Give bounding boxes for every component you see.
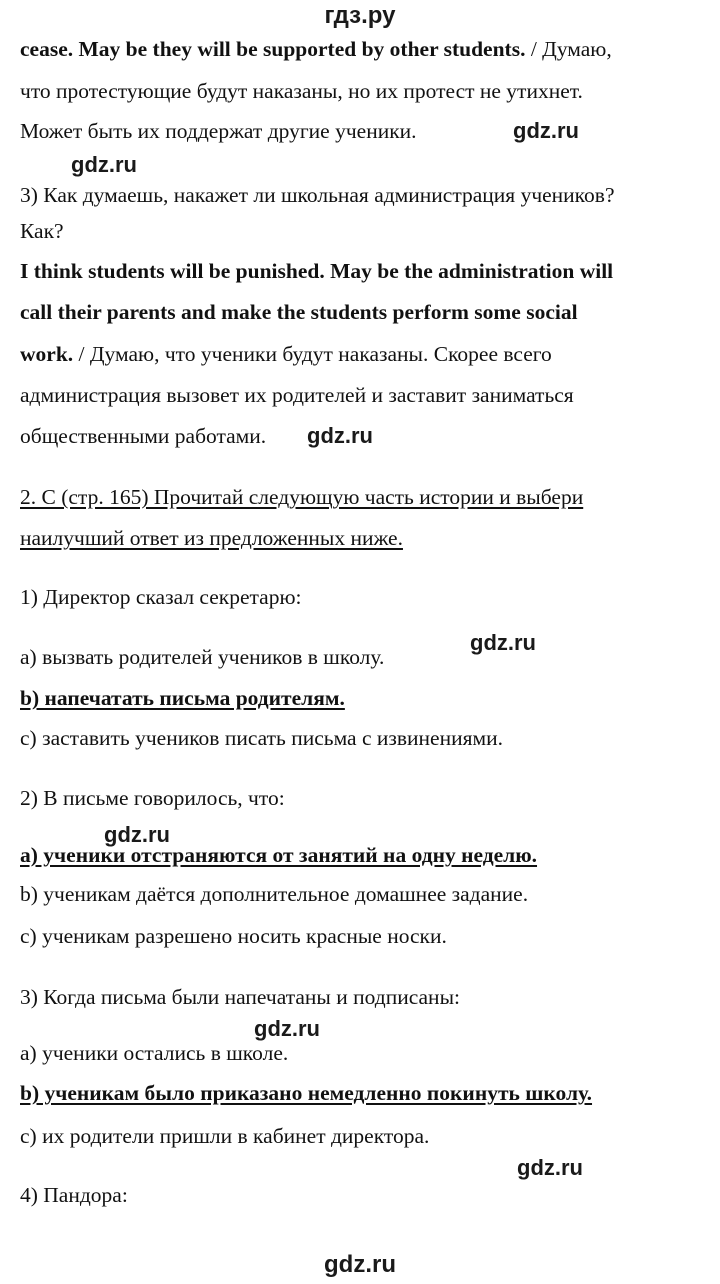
option-c: c) их родители пришли в кабинет директора. bbox=[20, 1124, 430, 1148]
answer-english: I think students will be punished. May be the administration will bbox=[20, 259, 614, 283]
watermark: gdz.ru bbox=[104, 822, 170, 847]
option-a-correct: a) ученики отстраняются от занятий на одну неделю. bbox=[20, 843, 538, 867]
answer-line bbox=[20, 36, 612, 62]
task-heading: наилучший ответ из предложенных ниже. bbox=[20, 526, 403, 550]
question-line: 4) Пандора: bbox=[20, 1183, 128, 1207]
question-line: 2) В письме говорилось, что: bbox=[20, 786, 285, 810]
option-b: b) ученикам даётся дополнительное домашнее задание. bbox=[20, 882, 529, 906]
option-c: c) ученикам разрешено носить красные носки. bbox=[20, 924, 447, 948]
option-b-correct: b) напечатать письма родителям. bbox=[20, 686, 345, 710]
task-heading: 2. C (стр. 165) Прочитай следующую часть истории и выбери bbox=[20, 485, 584, 509]
answer-russian: / Думаю, что ученики будут наказаны. Скорее всего bbox=[73, 342, 552, 366]
question-line: 3) Когда письма были напечатаны и подписаны: bbox=[20, 985, 460, 1009]
answer-line bbox=[20, 341, 552, 367]
option-b-correct: b) ученикам было приказано немедленно покинуть школу. bbox=[20, 1081, 593, 1105]
watermark: gdz.ru bbox=[71, 152, 137, 177]
watermark: gdz.ru bbox=[517, 1155, 583, 1180]
watermark: gdz.ru bbox=[470, 630, 536, 655]
answer-line: администрация вызовет их родителей и заставит заниматься bbox=[20, 383, 574, 407]
question-line: 3) Как думаешь, накажет ли школьная администрация учеников? bbox=[20, 183, 615, 207]
option-c: c) заставить учеников писать письма с извинениями. bbox=[20, 726, 503, 750]
answer-line: что протестующие будут наказаны, но их протест не утихнет. bbox=[20, 79, 583, 103]
watermark: gdz.ru bbox=[307, 423, 373, 448]
watermark: gdz.ru bbox=[254, 1016, 320, 1041]
watermark: gdz.ru bbox=[513, 118, 579, 143]
answer-line: Может быть их поддержат другие ученики. bbox=[20, 119, 417, 143]
answer-english: call their parents and make the students perform some social bbox=[20, 300, 578, 324]
option-a: a) вызвать родителей учеников в школу. bbox=[20, 645, 385, 669]
answer-russian: / Думаю, bbox=[525, 37, 612, 61]
option-a: a) ученики остались в школе. bbox=[20, 1041, 289, 1065]
answer-english: work. bbox=[20, 342, 74, 366]
site-header-title: гдз.ру bbox=[324, 2, 396, 29]
answer-line: общественными работами. bbox=[20, 424, 267, 448]
question-line: Как? bbox=[20, 219, 64, 243]
answer-english: cease. May be they will be supported by other students. bbox=[20, 37, 526, 61]
question-line: 1) Директор сказал секретарю: bbox=[20, 585, 302, 609]
site-footer-logo: gdz.ru bbox=[324, 1251, 396, 1278]
